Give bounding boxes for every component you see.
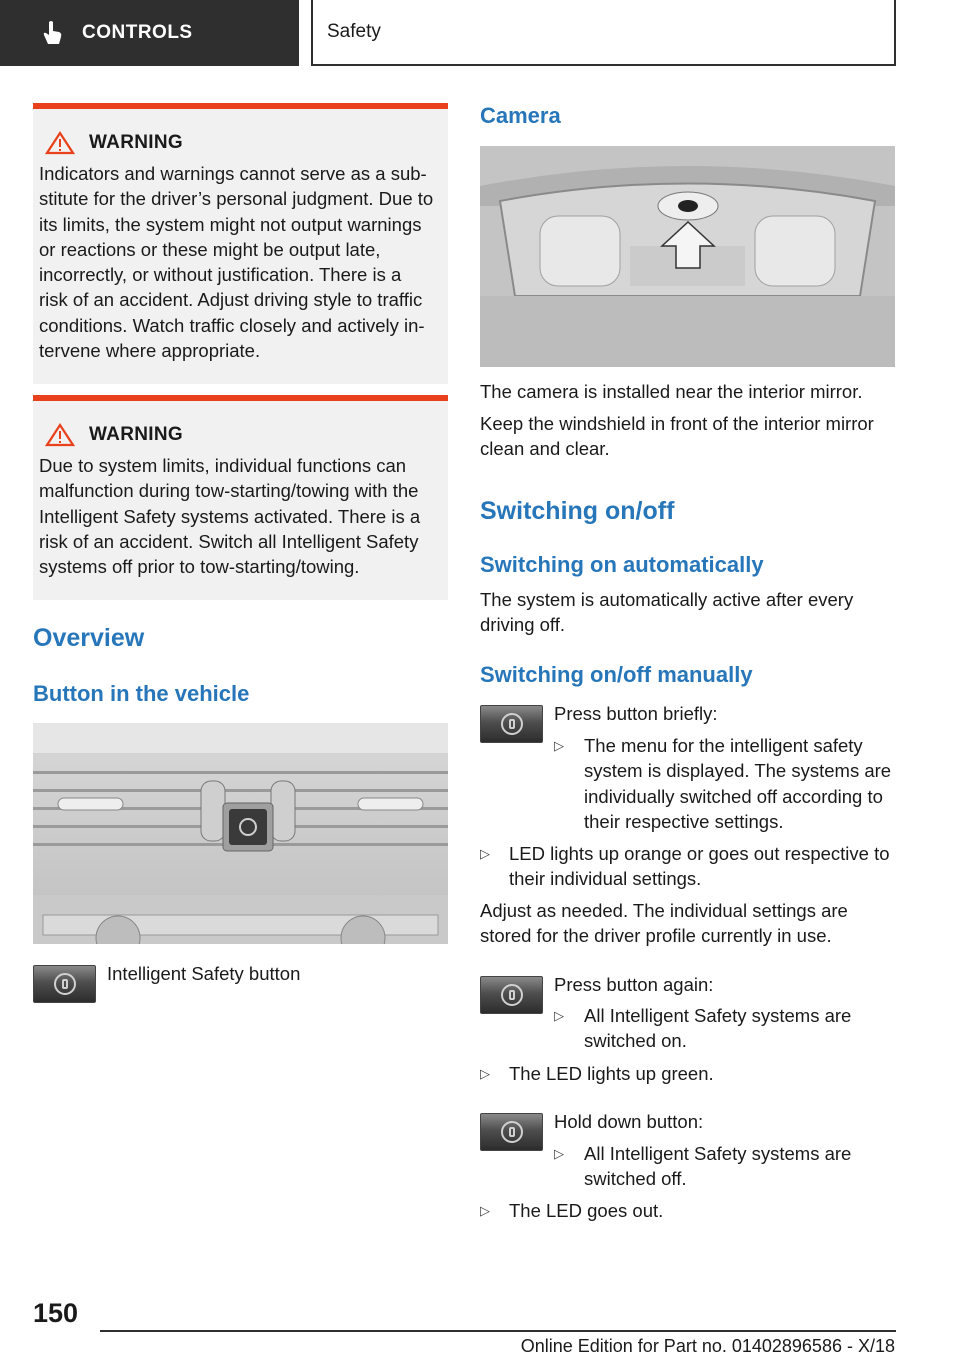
bullet-text: The LED lights up green. (509, 1063, 714, 1084)
manual-heading: Switching on/off manually (480, 662, 753, 687)
list-item (554, 1141, 894, 1192)
dashboard-photo (33, 723, 448, 944)
chapter-title: Safety (327, 21, 381, 42)
list-item (554, 1003, 894, 1054)
section-tab (0, 0, 299, 66)
warning-box-2 (33, 395, 448, 600)
intelligent-safety-button-icon (480, 1113, 543, 1151)
press-again: Press button again: (554, 974, 714, 995)
warning-text: Due to system limits, individual functions can malfunction during tow-starting/towing with the Intelligent Safety systems activated. There is a risk of an accident. Switch all Intelligent Safety systems off prior to tow-starting/towing. (39, 455, 421, 578)
footer-edition: Online Edition for Part no. 01402896586 - X/18 (520, 1336, 895, 1356)
chapter-title-box (311, 0, 896, 66)
overview-heading: Overview (33, 624, 145, 652)
bullet-text: All Intelligent Safety systems are switched on. (584, 1005, 852, 1052)
intelligent-safety-button-icon (33, 965, 96, 1003)
warning-triangle-icon (45, 423, 75, 447)
section-label: CONTROLS (82, 22, 193, 43)
warning-text: Indicators and warnings cannot serve as a substitute for the driver’s personal judgment. Due to its limits, the system might not output warnings or reactions or these might be output late, incorrectly, or without justification. There is a risk of an accident. Adjust driving style to traffic conditions. Watch traffic closely and actively intervene where appropriate. (39, 163, 434, 362)
list-item (480, 1061, 895, 1086)
intelligent-safety-button-icon (480, 976, 543, 1014)
camera-text-2: Keep the windshield in front of the interior mirror clean and clear. (480, 413, 874, 460)
bullet-text: The LED goes out. (509, 1200, 664, 1221)
list-item (480, 841, 895, 892)
camera-heading: Camera (480, 103, 561, 128)
hand-pointer-icon (40, 19, 66, 47)
bullet-triangle-icon: ▷ (554, 738, 564, 753)
camera-photo (480, 146, 895, 367)
warning-title: WARNING (89, 424, 183, 445)
intelligent-safety-button-icon (480, 705, 543, 743)
bullet-text: LED lights up orange or goes out respective to their individual settings. (509, 843, 890, 890)
footer-divider (100, 1330, 896, 1332)
bullet-triangle-icon: ▷ (480, 1203, 490, 1218)
list-item (480, 1198, 895, 1223)
bullet-triangle-icon: ▷ (554, 1008, 564, 1023)
bullet-triangle-icon: ▷ (480, 1066, 490, 1081)
bullet-text: All Intelligent Safety systems are switched off. (584, 1143, 852, 1190)
warning-triangle-icon (45, 131, 75, 155)
auto-text: The system is automatically active after every driving off. (480, 589, 854, 636)
warning-box-1 (33, 103, 448, 384)
list-item (554, 733, 894, 834)
hold-down: Hold down button: (554, 1111, 704, 1132)
warning-title: WARNING (89, 132, 183, 153)
adjust-text: Adjust as needed. The individual settings are stored for the driver profile currently in use. (480, 900, 848, 947)
press-briefly: Press button briefly: (554, 703, 718, 724)
bullet-text: The menu for the intelligent safety system is displayed. The systems are individually switched off according to their respective settings. (584, 735, 892, 832)
bullet-triangle-icon: ▷ (480, 846, 490, 861)
switching-heading: Switching on/off (480, 497, 675, 525)
page-number: 150 (33, 1298, 79, 1328)
bullet-triangle-icon: ▷ (554, 1146, 564, 1161)
auto-heading: Switching on automatically (480, 552, 764, 577)
camera-text-1: The camera is installed near the interior mirror. (480, 381, 863, 402)
button-heading: Button in the vehicle (33, 681, 250, 706)
button-caption: Intelligent Safety button (107, 963, 301, 984)
